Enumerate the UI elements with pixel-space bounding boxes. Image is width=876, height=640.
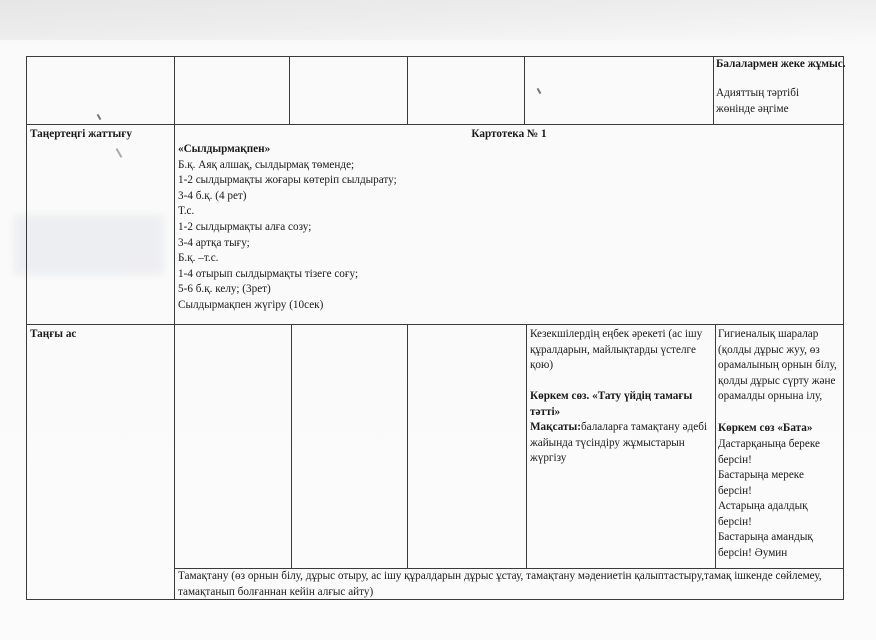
exercise-line: Б.қ. Аяқ алшақ, сылдырмақ төменде;	[178, 158, 355, 171]
breakfast-label: Таңғы ас	[30, 328, 77, 340]
bata-line: Астарыңа адалдық берсін!	[718, 500, 808, 528]
individual-work-text: Адияттың тәртібі жөнінде әңгіме	[716, 87, 800, 115]
exercise-line: Т.с.	[178, 205, 195, 218]
exercise-line: 1-2 сылдырмақты алға созу;	[178, 221, 312, 233]
bata-title: Көркем сөз «Бата»	[718, 422, 813, 434]
table-border-left	[26, 56, 27, 600]
bata-line: Дастарқаныңа береке берсін!	[718, 438, 820, 466]
col-divider-5-bottom	[715, 324, 716, 569]
exercise-line: 1-4 отырып сылдырмақты тізеге соғу;	[178, 267, 359, 280]
exercise-line: 5-6 б.қ. келу; (3рет)	[178, 283, 271, 296]
bata-line: Бастарыңа мереке берсін!	[718, 469, 804, 497]
exercise-line: 1-2 сылдырмақты жоғары көтеріп сылдырату;	[178, 174, 397, 187]
exercise-title: «Сылдырмақпен»	[178, 143, 271, 155]
col-divider-3-bottom	[407, 324, 408, 569]
row-divider-1	[26, 124, 844, 125]
bata-line: Бастарыңа амандық берсін! Әумин	[718, 531, 813, 559]
scan-speck	[537, 88, 542, 94]
col-divider-2-top	[289, 56, 290, 125]
goal-label: Мақсаты:	[530, 421, 581, 433]
morning-exercise-label: Таңертеңгі жаттығу	[30, 128, 132, 140]
goal-block	[530, 420, 710, 467]
scan-speck	[97, 114, 102, 120]
exercise-line: 3-4 б.қ. (4 рет)	[178, 189, 247, 202]
col-divider-3-top	[407, 56, 408, 125]
duty-text: Кезекшілердің еңбек әрекеті (ас ішу құралдарын, майлықтарды үстелге қою)	[530, 328, 703, 372]
exercise-line: 3-4 артқа тығу;	[178, 236, 250, 249]
col-divider-4-bottom	[526, 324, 527, 569]
page-fold-shadow	[0, 0, 876, 40]
table-border-right	[843, 56, 844, 600]
scan-speck	[116, 148, 123, 158]
schedule-table	[26, 56, 844, 600]
nutrition-text: Тамақтану (өз орнын білу, дұрыс отыру, ас ішу құралдарын дұрыс ұстау, тамақтану мәдениетін қалыптастыру,тамақ ішкенде сөйлемеу, тамақтанып болғаннан кейін алғыс айту)	[178, 570, 822, 598]
card-title: Картотека № 1	[471, 128, 547, 140]
row-divider-2	[26, 324, 844, 325]
col-divider-4-top	[524, 56, 525, 125]
hygiene-text: Гигиеналық шаралар (қолды дұрыс жуу, өз орамалының орнын білу, қолды дұрыс сүрту және орамалды орнына ілу,	[718, 328, 837, 403]
art-word-title: Көркем сөз. «Тату үйдің тамағы тәтті»	[530, 390, 693, 418]
goal-text: балаларға тамақтану әдебі жайында түсіндіру жұмыстарын жүргізу	[530, 421, 708, 465]
col-divider-5-top	[713, 56, 714, 125]
individual-work-title: Балалармен жеке жұмыс.	[716, 58, 846, 70]
col-divider-2-bottom	[291, 324, 292, 569]
exercise-line: Б.қ. –т.с.	[178, 252, 219, 265]
exercise-line: Сылдырмақпен жүгіру (10сек)	[178, 299, 324, 311]
